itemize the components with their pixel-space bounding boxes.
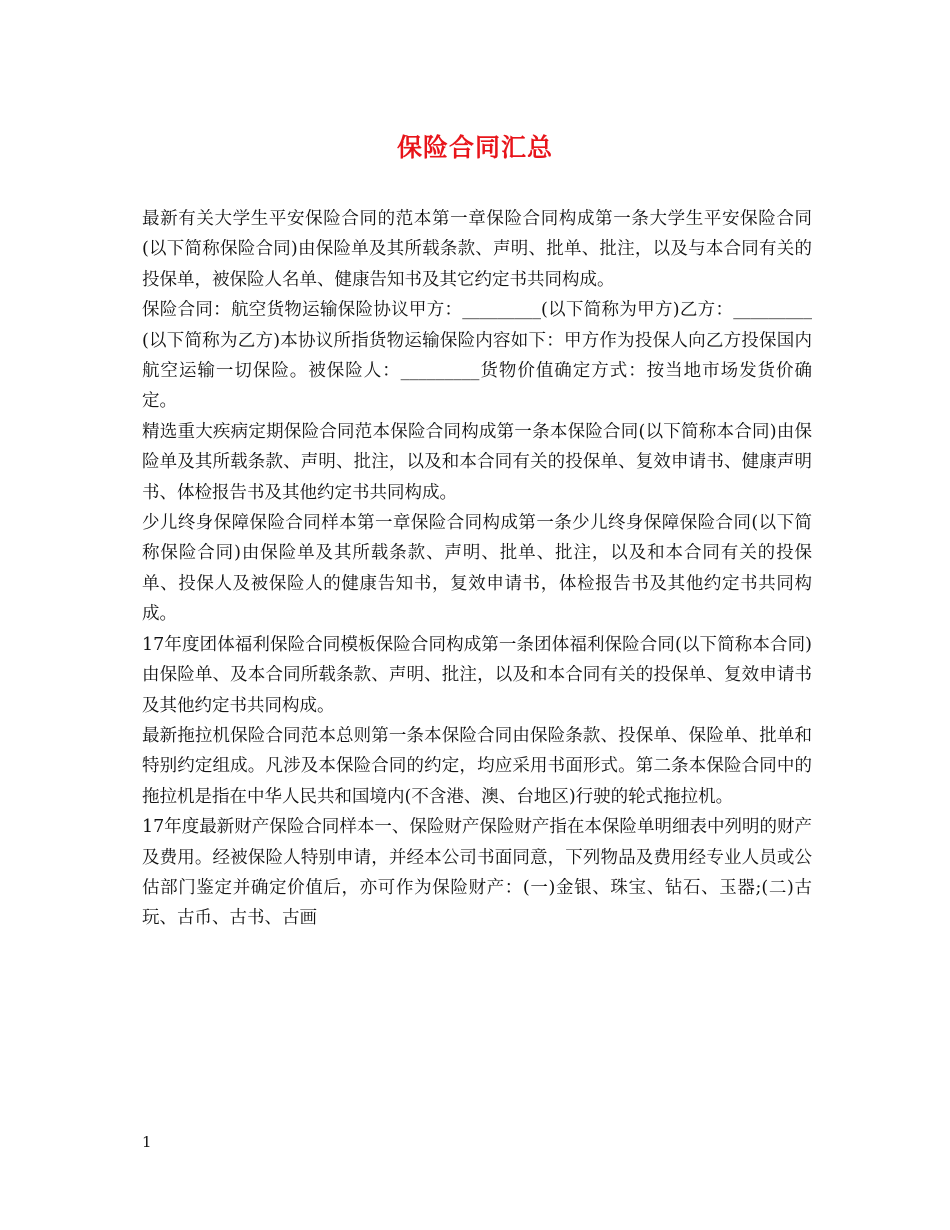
page-number: 1 — [142, 1133, 152, 1151]
paragraph-5: 17年度团体福利保险合同模板保险合同构成第一条团体福利保险合同(以下简称本合同)由保险单、及本合同所载条款、声明、批注，以及和本合同有关的投保单、复效申请书及其他约定书共同构成。 — [142, 634, 812, 716]
paragraph-3: 精选重大疾病定期保险合同范本保险合同构成第一条本保险合同(以下简称本合同)由保险单及其所载条款、声明、批注，以及和本合同有关的投保单、复效申请书、健康声明书、体检报告书及其他约定书共同构成。 — [142, 421, 812, 503]
paragraph-7: 17年度最新财产保险合同样本一、保险财产保险财产指在本保险单明细表中列明的财产及费用。经被保险人特别申请，并经本公司书面同意，下列物品及费用经专业人员或公估部门鉴定并确定价值后，亦可作为保险财产：(一)金银、珠宝、钻石、玉器;(二)古玩、古币、古书、古画 — [142, 817, 812, 929]
document-body — [142, 204, 812, 934]
paragraph-1: 最新有关大学生平安保险合同的范本第一章保险合同构成第一条大学生平安保险合同(以下简称保险合同)由保险单及其所载条款、声明、批单、批注，以及与本合同有关的投保单，被保险人名单、健康告知书及其它约定书共同构成。 — [142, 209, 812, 290]
paragraph-4: 少儿终身保障保险合同样本第一章保险合同构成第一条少儿终身保障保险合同(以下简称保险合同)由保险单及其所载条款、声明、批单、批注，以及和本合同有关的投保单、投保人及被保险人的健康告知书，复效申请书，体检报告书及其他约定书共同构成。 — [142, 513, 812, 625]
paragraph-6: 最新拖拉机保险合同范本总则第一条本保险合同由保险条款、投保单、保险单、批单和特别约定组成。凡涉及本保险合同的约定，均应采用书面形式。第二条本保险合同中的拖拉机是指在中华人民共和国境内(不含港、澳、台地区)行驶的轮式拖拉机。 — [142, 725, 812, 807]
paragraph-2: 保险合同：航空货物运输保险协议甲方：_________(以下简称为甲方)乙方：_________(以下简称为乙方)本协议所指货物运输保险内容如下：甲方作为投保人向乙方投保国内航空运输一切保险。被保险人：_________货物价值确定方式：按当地市场发货价确定。 — [142, 300, 812, 412]
document-title: 保险合同汇总 — [396, 133, 553, 162]
